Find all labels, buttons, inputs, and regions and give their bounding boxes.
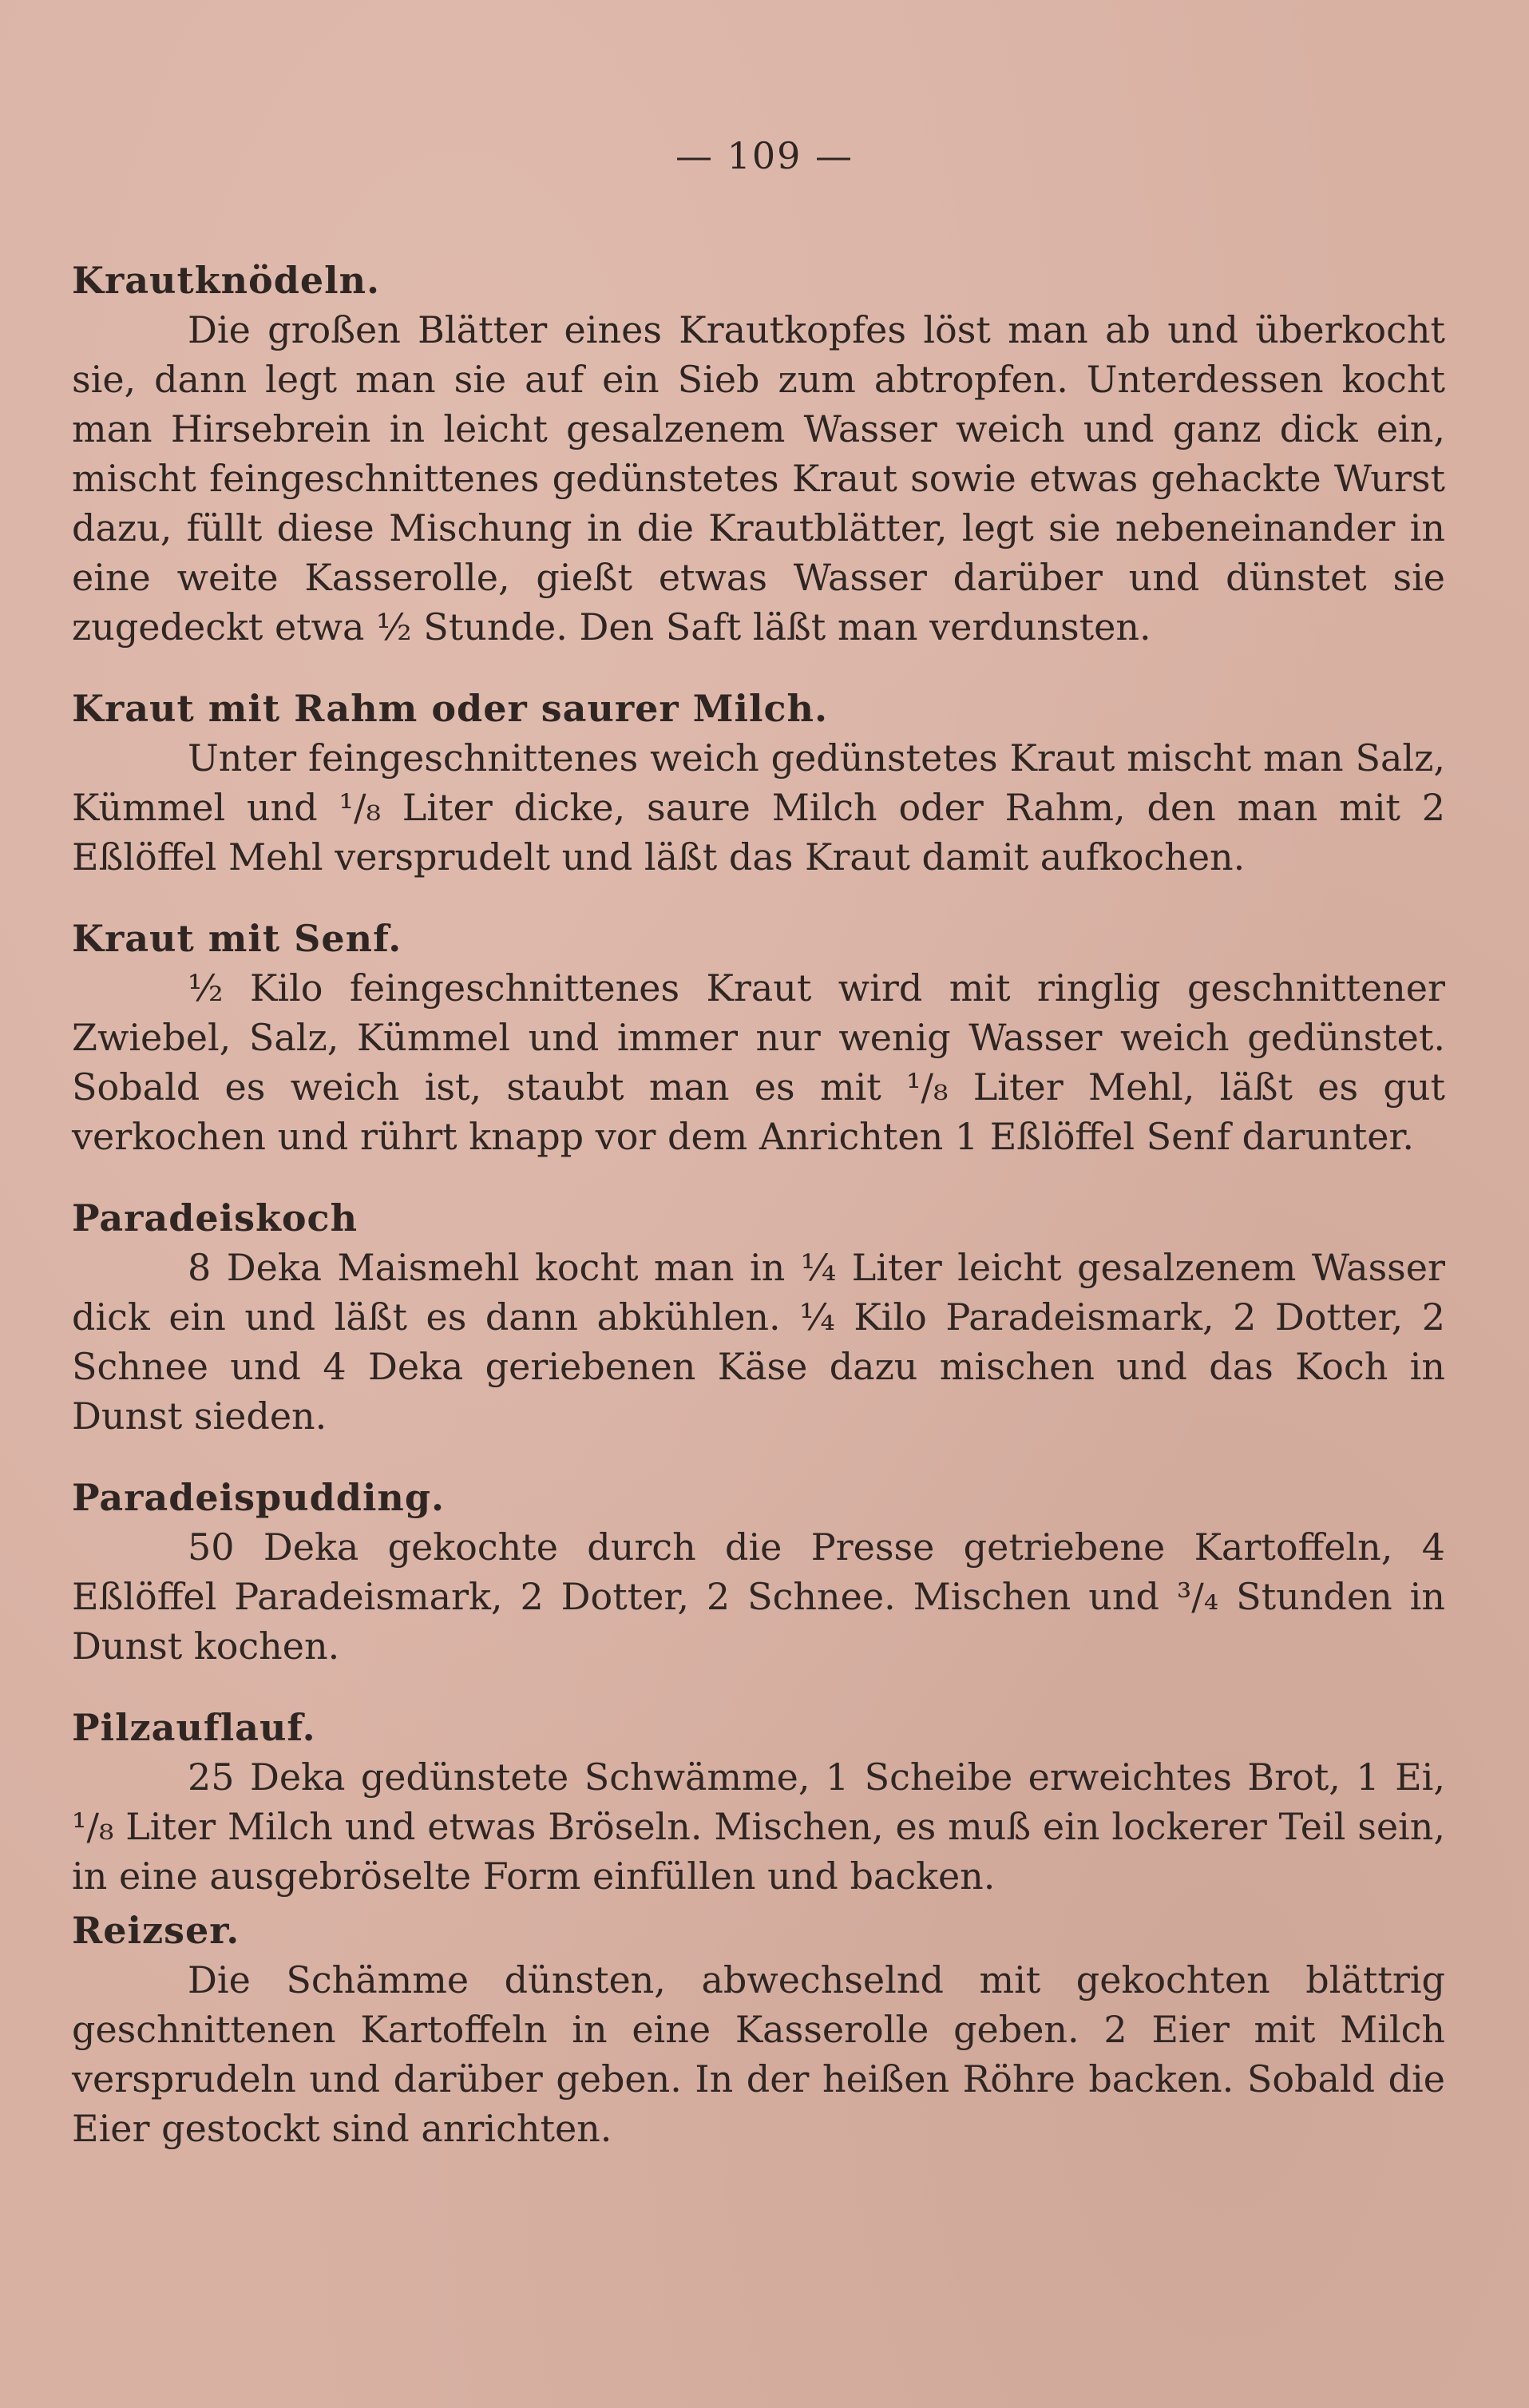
recipe-text: 8 Deka Maismehl kocht man in ¼ Liter leicht gesalzenem Wasser dick ein und läßt es dann abkühlen. ¼ Kilo Paradeismark, 2 Dotter, 2 Schnee und 4 Deka geriebenen Käse dazu mischen und das Koch in Dunst sieden.	[72, 1246, 1445, 1438]
recipe-paradeispudding	[72, 1473, 1445, 1671]
recipe-reizser	[72, 1906, 1445, 2153]
recipe-krautknoedeln	[72, 256, 1445, 652]
recipe-title: Kraut mit Senf.	[72, 917, 402, 960]
recipe-title: Paradeiskoch	[72, 1196, 358, 1240]
recipe-text: Unter feingeschnittenes weich gedünstetes Kraut mischt man Salz, Kümmel und ¹/₈ Liter dicke, saure Milch oder Rahm, den man mit 2 Eßlöffel Mehl versprudelt und läßt das Kraut damit aufkochen.	[72, 736, 1445, 879]
recipe-text: ½ Kilo feingeschnittenes Kraut wird mit ringlig geschnittener Zwiebel, Salz, Kümmel und immer nur wenig Wasser weich gedünstet. Sobald es weich ist, staubt man es mit ¹/₈ Liter Mehl, läßt es gut verkochen und rührt knapp vor dem Anrichten 1 Eßlöffel Senf darunter.	[72, 966, 1445, 1158]
recipe-kraut-mit-rahm	[72, 684, 1445, 882]
recipe-text: 50 Deka gekochte durch die Presse getriebene Kartoffeln, 4 Eßlöffel Paradeismark, 2 Dotter, 2 Schnee. Mischen und ³/₄ Stunden in Dunst kochen.	[72, 1525, 1445, 1668]
recipe-text: Die Schämme dünsten, abwechselnd mit gekochten blättrig geschnittenen Kartoffeln in eine Kasserolle geben. 2 Eier mit Milch versprudeln und darüber geben. In der heißen Röhre backen. Sobald die Eier gestockt sind anrichten.	[72, 1958, 1445, 2150]
recipe-text: 25 Deka gedünstete Schwämme, 1 Scheibe erweichtes Brot, 1 Ei, ¹/₈ Liter Milch und etwas Bröseln. Mischen, es muß ein lockerer Teil sein, in eine ausgebröselte Form einfüllen und backen.	[72, 1755, 1445, 1898]
recipe-kraut-mit-senf	[72, 914, 1445, 1161]
page-number: — 109 —	[675, 134, 854, 177]
recipe-list	[72, 256, 1445, 2153]
recipe-title: Pilzauflauf.	[72, 1706, 316, 1749]
recipe-title: Reizser.	[72, 1909, 240, 1952]
recipe-text: Die großen Blätter eines Krautkopfes löst man ab und überkocht sie, dann legt man sie auf ein Sieb zum abtropfen. Unterdessen kocht man Hirsebrein in leicht gesalzenem Wasser weich und ganz dick ein, mischt feingeschnittenes gedünstetes Kraut sowie etwas gehackte Wurst dazu, füllt diese Mischung in die Krautblätter, legt sie nebeneinander in eine weite Kasserolle, gießt etwas Wasser darüber und dünstet sie zugedeckt etwa ½ Stunde. Den Saft läßt man verdunsten.	[72, 308, 1445, 649]
recipe-paradeiskoch	[72, 1193, 1445, 1441]
recipe-title: Krautknödeln.	[72, 259, 381, 302]
recipe-title: Paradeispudding.	[72, 1476, 446, 1519]
recipe-title: Kraut mit Rahm oder saurer Milch.	[72, 687, 828, 730]
recipe-pilzauflauf	[72, 1703, 1445, 1901]
